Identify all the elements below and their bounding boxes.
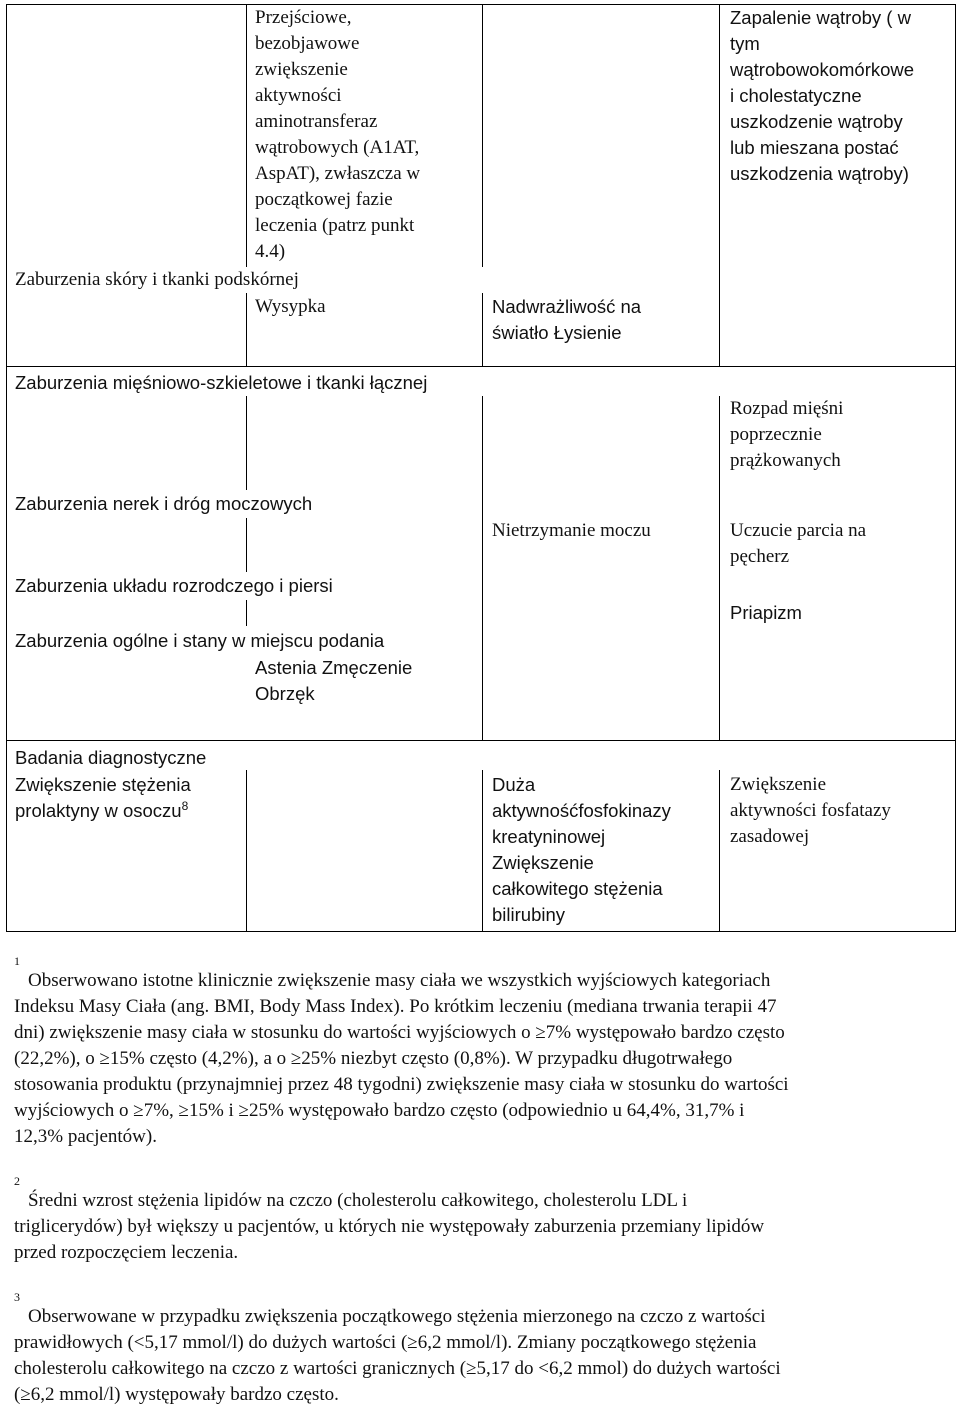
col-separator (482, 770, 483, 931)
col-separator (482, 4, 483, 267)
section-header-renal: Zaburzenia nerek i dróg moczowych (15, 493, 313, 514)
col-separator (246, 396, 247, 490)
cell-asthenia-fatigue-edema: Astenia Zmęczenie Obrzęk (255, 657, 413, 704)
cell-prolactin (15, 772, 243, 824)
cell-urinary-urgency: Uczucie parcia na pęcherz (730, 520, 867, 567)
cell-hepatitis: Zapalenie wątroby ( w tym wątrobowokomórkowe i cholestatyczne uszkodzenie wątroby lub mieszana postać uszkodzenia wątroby) (730, 7, 915, 184)
cell-priapism: Priapizm (730, 602, 802, 623)
cell-alkaline-phosphatase: Zwiększenie aktywności fosfatazy zasadowej (730, 774, 891, 847)
col-separator (246, 4, 247, 267)
section-header-reproductive: Zaburzenia układu rozrodczego i piersi (15, 575, 333, 596)
col-separator (482, 293, 483, 366)
cell-creatine-phosphokinase-bilirubin: Duża aktywnośćfosfokinazy kreatyninowej Zwiększenie całkowitego stężenia bilirubiny (492, 774, 671, 925)
col-separator (719, 770, 720, 931)
footnote-text: Obserwowano istotne klinicznie zwiększenie masy ciała we wszystkich wyjściowych kategoriach Indeksu Masy Ciała (ang. BMI, Body Mass Index). Po krótkim leczeniu (mediana trwania terapii 47 dni) zwiększenie masy ciała w stosunku do wartości wyjściowych o ≥7% występowało bardzo często (22,2%), o ≥15% często (4,2%), a o ≥25% niezbyt często (0,8%). W przypadku długotrwałego stosowania produktu (przynajmniej przez 48 tygodni) zwiększenie masy ciała w stosunku do wartości wyjściowych o ≥7%, ≥15% i ≥25% występowało bardzo często (odpowiednio u 64,4%, 31,7% i 12,3% pacjentów). (14, 970, 789, 1147)
row-separator (6, 740, 956, 741)
footnote-ref-8: 8 (181, 798, 189, 813)
footnote-text: Obserwowane w przypadku zwiększenia początkowego stężenia mierzonego na czczo z wartości prawidłowych (<5,17 mmol/l) do dużych wartości (≥6,2 mmol/l). Zmiany początkowego stężenia cholesterolu całkowitego na czczo z wartości granicznych (≥5,17 do <6,2 mmol) do dużych wartości (≥6,2 mmol/l) występowały bardzo często. (14, 1306, 781, 1405)
footnote-number: 2 (14, 1174, 20, 1188)
section-header-general: Zaburzenia ogólne i stany w miejscu podania (15, 630, 385, 651)
footnote-number: 3 (14, 1290, 20, 1304)
cell-prolactin-text: Zwiększenie stężenia prolaktyny w osoczu (15, 774, 191, 821)
table-border-left (6, 4, 7, 932)
cell-rhabdomyolysis: Rozpad mięśni poprzecznie prążkowanych (730, 398, 844, 471)
section-header-musculoskeletal: Zaburzenia mięśniowo-szkieletowe i tkanki łącznej (15, 372, 428, 393)
cell-transient-aminotransferase: Przejściowe, bezobjawowe zwiększenie aktywności aminotransferaz wątrobowych (A1AT, AspAT), zwłaszcza w początkowej fazie leczenia (patrz punkt 4.4) (255, 7, 421, 262)
col-separator (246, 518, 247, 572)
row-separator (6, 366, 956, 367)
cell-urinary-incontinence: Nietrzymanie moczu (492, 520, 651, 541)
table-border-right (955, 4, 956, 932)
col-separator (482, 396, 483, 740)
col-separator (246, 293, 247, 366)
cell-rash: Wysypka (255, 296, 326, 317)
section-header-skin: Zaburzenia skóry i tkanki podskórnej (15, 269, 299, 290)
col-separator (246, 600, 247, 626)
col-separator (719, 4, 720, 366)
col-separator (246, 770, 247, 931)
footnote-number: 1 (14, 954, 20, 968)
footnote-text: Średni wzrost stężenia lipidów na czczo (cholesterolu całkowitego, cholesterolu LDL i triglicerydów) był większy u pacjentów, u których nie występowały zaburzenia przemiany lipidów przed rozpoczęciem leczenia. (14, 1190, 765, 1263)
table-border-bottom (6, 931, 956, 932)
section-header-investigations: Badania diagnostyczne (15, 747, 207, 768)
cell-photosensitivity-alopecia: Nadwrażliwość na światło Łysienie (492, 296, 642, 343)
col-separator (719, 396, 720, 740)
